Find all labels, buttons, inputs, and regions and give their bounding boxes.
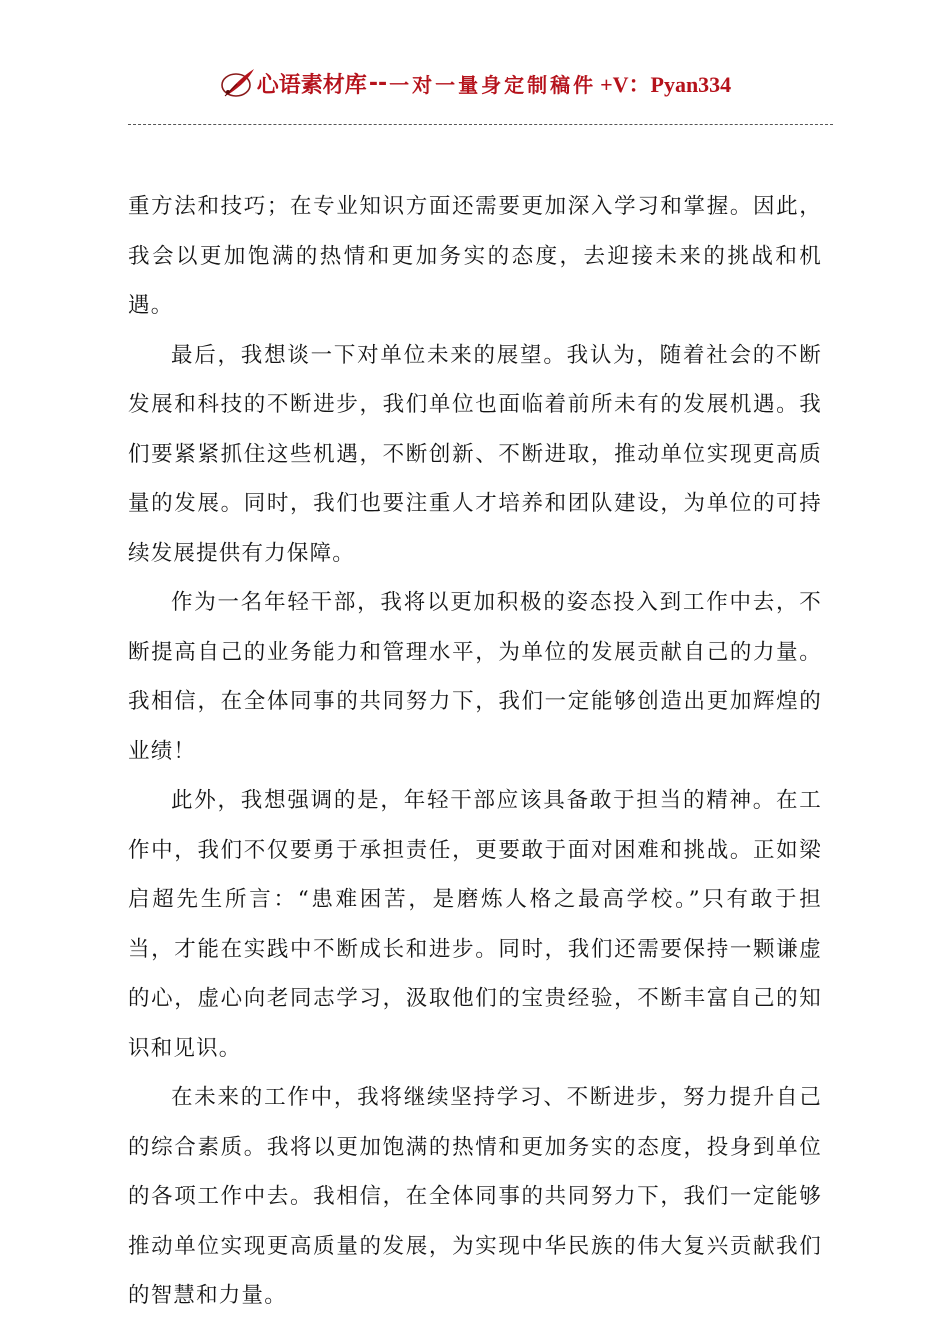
header-brand: 心语素材库 bbox=[256, 72, 367, 98]
paragraph-5: 在未来的工作中，我将继续坚持学习、不断进步，努力提升自己的综合素质。我将以更加饱满的热情和更加务实的态度，投身到单位的各项工作中去。我相信，在全体同事的共同努力下，我们一定能够推动单位实现更高质量的发展，为实现中华民族的伟大复兴贡献我们的智慧和力量。 bbox=[128, 1085, 822, 1308]
paragraph-4: 此外，我想强调的是，年轻干部应该具备敢于担当的精神。在工作中，我们不仅要勇于承担责任，更要敢于面对困难和挑战。正如梁启超先生所言：“患难困苦，是磨炼人格之最高学校。”只有敢于担当，才能在实践中不断成长和进步。同时，我们还需要保持一颗谦虚的心，虚心向老同志学习，汲取他们的宝贵经验，不断丰富自己的知识和见识。 bbox=[128, 788, 822, 1061]
paragraph-2: 最后，我想谈一下对单位未来的展望。我认为，随着社会的不断发展和科技的不断进步，我们单位也面临着前所未有的发展机遇。我们要紧紧抓住这些机遇，不断创新、不断进取，推动单位实现更高质量的发展。同时，我们也要注重人才培养和团队建设，为单位的可持续发展提供有力保障。 bbox=[128, 342, 822, 566]
header-divider bbox=[128, 124, 833, 125]
header-logo bbox=[219, 66, 367, 100]
document-body bbox=[128, 182, 822, 1321]
quill-pen-icon bbox=[219, 66, 257, 100]
header-separator: -- bbox=[368, 70, 388, 96]
header-contact: +V：Pyan334 bbox=[600, 71, 732, 97]
paragraph-1: 重方法和技巧；在专业知识方面还需要更加深入学习和掌握。因此，我会以更加饱满的热情和更加务实的态度，去迎接未来的挑战和机遇。 bbox=[128, 194, 822, 318]
paragraph-3: 作为一名年轻干部，我将以更加积极的姿态投入到工作中去，不断提高自己的业务能力和管理水平，为单位的发展贡献自己的力量。我相信，在全体同事的共同努力下，我们一定能够创造出更加辉煌的业绩！ bbox=[128, 590, 822, 764]
header-tagline: 一对一量身定制稿件 bbox=[389, 72, 597, 97]
page-header bbox=[0, 58, 950, 108]
